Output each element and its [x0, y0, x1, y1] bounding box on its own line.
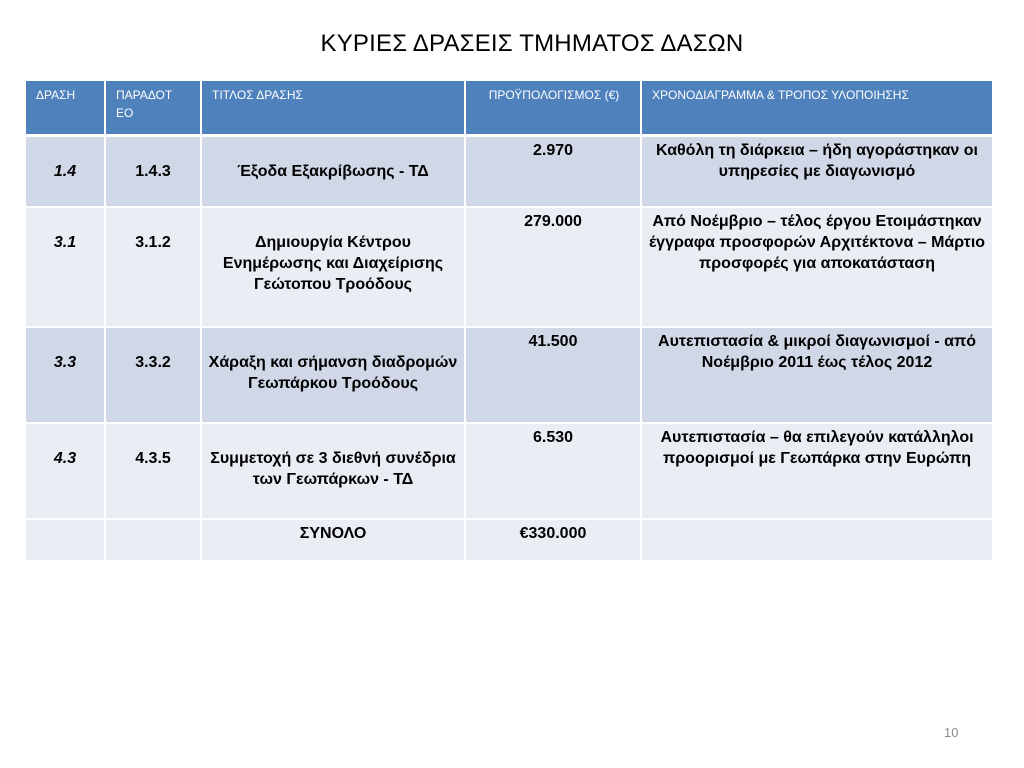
- total-label: ΣΥΝΟΛΟ: [201, 519, 465, 561]
- deliverable-cell: 1.4.3: [105, 135, 201, 207]
- total-empty-cell: [105, 519, 201, 561]
- budget-cell: 2.970: [465, 135, 641, 207]
- total-row: [25, 519, 993, 561]
- schedule-cell: Καθόλη τη διάρκεια – ήδη αγοράστηκαν οι υπηρεσίες με διαγωνισμό: [641, 135, 993, 207]
- budget-cell: 279.000: [465, 207, 641, 327]
- slide-title: ΚΥΡΙΕΣ ΔΡΑΣΕΙΣ ΤΜΗΜΑΤΟΣ ΔΑΣΩΝ: [320, 30, 744, 57]
- table-header-row: [25, 80, 993, 135]
- schedule-cell: Αυτεπιστασία & μικροί διαγωνισμοί - από Νοέμβριο 2011 έως τέλος 2012: [641, 327, 993, 423]
- total-empty-cell: [641, 519, 993, 561]
- total-budget: €330.000: [465, 519, 641, 561]
- action-cell: 1.4: [25, 135, 105, 207]
- total-empty-cell: [25, 519, 105, 561]
- header-deliverable: ΠΑΡΑΔΟΤ ΕΟ: [105, 80, 201, 135]
- title-cell: Χάραξη και σήμανση διαδρομών Γεωπάρκου Τροόδους: [201, 327, 465, 423]
- header-schedule: ΧΡΟΝΟΔΙΑΓΡΑΜΜΑ & ΤΡΟΠΟΣ ΥΛΟΠΟΙΗΣΗΣ: [641, 80, 993, 135]
- header-action: ΔΡΑΣΗ: [25, 80, 105, 135]
- action-cell: 4.3: [25, 423, 105, 519]
- title-cell: Συμμετοχή σε 3 διεθνή συνέδρια των Γεωπάρκων - ΤΔ: [201, 423, 465, 519]
- deliverable-cell: 3.3.2: [105, 327, 201, 423]
- table-row: [25, 135, 993, 207]
- deliverable-cell: 4.3.5: [105, 423, 201, 519]
- table-row: [25, 327, 993, 423]
- table-row: [25, 423, 993, 519]
- actions-table: [24, 79, 994, 562]
- table-row: [25, 207, 993, 327]
- title-cell: Έξοδα Εξακρίβωσης - ΤΔ: [201, 135, 465, 207]
- page-number: 10: [944, 725, 959, 740]
- action-cell: 3.1: [25, 207, 105, 327]
- action-cell: 3.3: [25, 327, 105, 423]
- title-cell: Δημιουργία Κέντρου Ενημέρωσης και Διαχείρισης Γεώτοπου Τροόδους: [201, 207, 465, 327]
- budget-cell: 41.500: [465, 327, 641, 423]
- schedule-cell: Από Νοέμβριο – τέλος έργου Ετοιμάστηκαν έγγραφα προσφορών Αρχιτέκτονα – Μάρτιο προσφορές για αποκατάσταση: [641, 207, 993, 327]
- header-title: ΤΙΤΛΟΣ ΔΡΑΣΗΣ: [201, 80, 465, 135]
- header-budget: ΠΡΟΫΠΟΛΟΓΙΣΜΟΣ (€): [465, 80, 641, 135]
- budget-cell: 6.530: [465, 423, 641, 519]
- deliverable-cell: 3.1.2: [105, 207, 201, 327]
- schedule-cell: Αυτεπιστασία – θα επιλεγούν κατάλληλοι προορισμοί με Γεωπάρκα στην Ευρώπη: [641, 423, 993, 519]
